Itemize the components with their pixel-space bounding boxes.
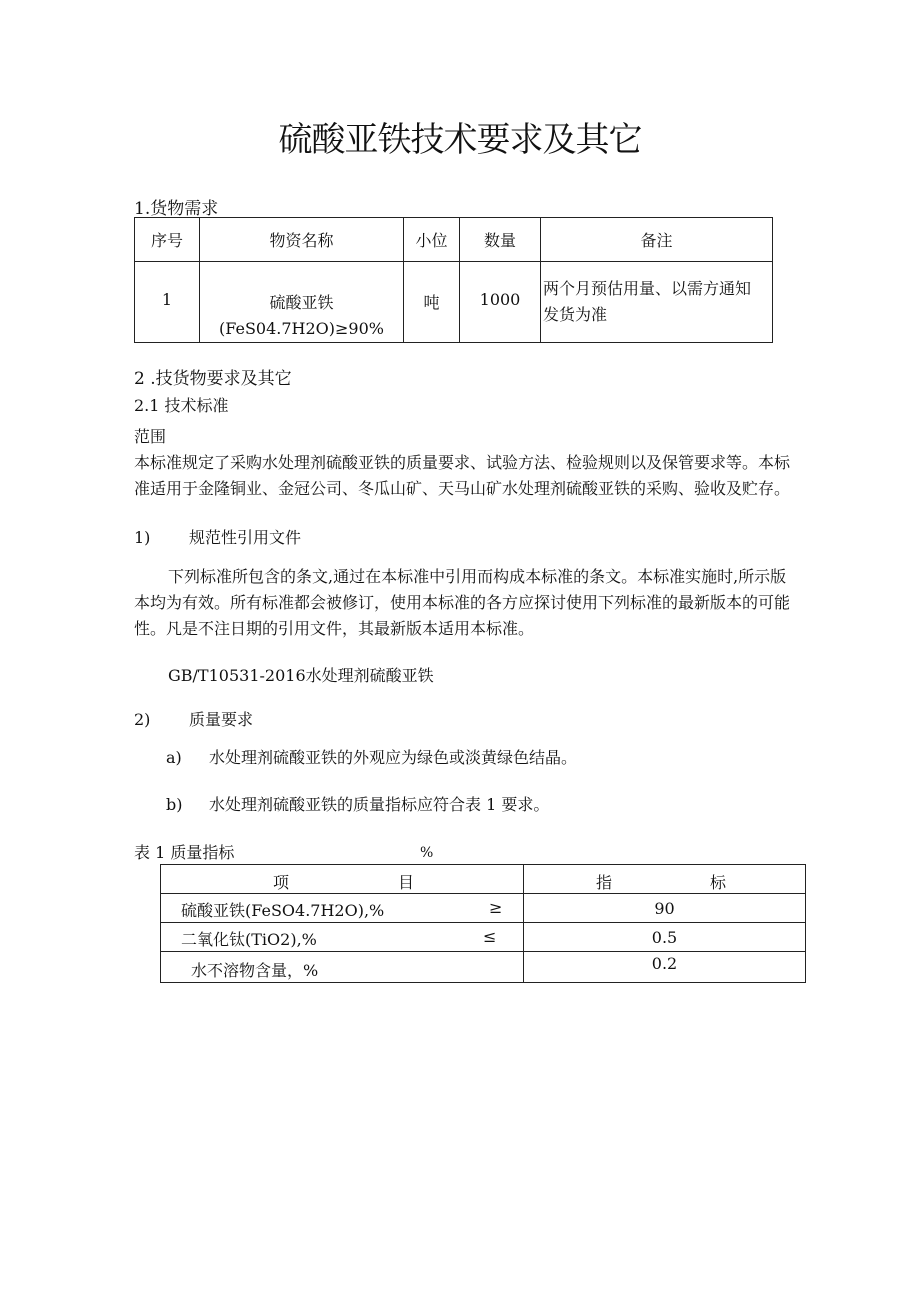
quality-row-name: 硫酸亚铁(FeSO4.7H2O),% — [181, 901, 385, 920]
quality-row-name-cell — [161, 894, 524, 923]
quality-table-header-row — [161, 865, 806, 894]
cell-note-line2: 发货为准 — [543, 305, 608, 324]
document-title: 硫酸亚铁技术要求及其它 — [278, 120, 642, 160]
header-item-char-a: 项 — [273, 873, 290, 892]
cell-note — [541, 262, 773, 343]
header-cell-qty: 数量 — [460, 218, 541, 262]
subsection-tech-standard: 2.1 技术标准 — [134, 396, 229, 415]
cell-unit: 吨 — [404, 262, 460, 343]
goods-table-row — [135, 262, 773, 343]
section-requirements-heading: 2 .技货物要求及其它 — [134, 369, 292, 389]
cell-name-line2: (FeS04.7H2O)≥90% — [219, 319, 384, 338]
header-index-cell — [524, 865, 806, 894]
quality-table-caption: 表 1 质量指标 — [134, 843, 235, 862]
quality-row-name-cell — [161, 952, 524, 983]
quality-table-unit: % — [420, 845, 434, 861]
quality-row-operator: ≤ — [483, 927, 497, 946]
cell-qty: 1000 — [460, 262, 541, 343]
header-cell-unit: 小位 — [404, 218, 460, 262]
quality-row-operator: ≥ — [489, 898, 503, 917]
reference-line-1: 下列标准所包含的条文,通过在本标准中引用而构成本标准的条文。本标准实施时,所示版 — [168, 567, 787, 586]
reference-line-2: 本均为有效。所有标准都会被修订，使用本标准的各方应探讨使用下列标准的最新版本的可能 — [134, 593, 791, 612]
section-goods-heading: 1.货物需求 — [134, 199, 219, 219]
header-item-cell — [161, 865, 524, 894]
item-b-mark: b) — [166, 795, 183, 814]
goods-table-header-row — [135, 218, 773, 262]
item-a-mark: a) — [166, 748, 182, 767]
cell-name-line1: 硫酸亚铁 — [269, 293, 334, 312]
quality-row-value: 90 — [524, 894, 806, 923]
quality-table — [160, 864, 806, 983]
quality-row — [161, 894, 806, 923]
referenced-standard: GB/T10531-2016水处理剂硫酸亚铁 — [168, 666, 434, 685]
cell-note-line1: 两个月预估用量、以需方通知 — [543, 279, 752, 298]
item-2-number: 2) — [134, 710, 151, 729]
item-2-label: 质量要求 — [189, 710, 254, 729]
goods-table — [134, 217, 773, 343]
quality-row-value: 0.5 — [524, 923, 806, 952]
item-b-text: 水处理剂硫酸亚铁的质量指标应符合表 1 要求。 — [209, 795, 550, 814]
item-1-number: 1) — [134, 528, 151, 547]
scope-line-1: 本标准规定了采购水处理剂硫酸亚铁的质量要求、试验方法、检验规则以及保管要求等。本标 — [134, 453, 791, 472]
cell-name — [200, 262, 404, 343]
quality-row-name-cell — [161, 923, 524, 952]
item-a-text: 水处理剂硫酸亚铁的外观应为绿色或淡黄绿色结晶。 — [209, 748, 578, 767]
reference-line-3: 性。凡是不注日期的引用文件，其最新版本适用本标准。 — [134, 619, 535, 638]
header-cell-note: 备注 — [541, 218, 773, 262]
quality-row — [161, 952, 806, 983]
cell-no: 1 — [135, 262, 200, 343]
header-item-char-b: 目 — [398, 873, 415, 892]
item-1-label: 规范性引用文件 — [189, 528, 302, 547]
scope-label: 范围 — [134, 427, 167, 446]
header-cell-no: 序号 — [135, 218, 200, 262]
scope-line-2: 准适用于金隆铜业、金冠公司、冬瓜山矿、天马山矿水处理剂硫酸亚铁的采购、验收及贮存。 — [134, 479, 791, 498]
quality-row-value: 0.2 — [524, 952, 806, 983]
quality-row-name: 水不溶物含量，% — [191, 961, 319, 980]
header-index-char-b: 标 — [710, 873, 727, 892]
quality-row — [161, 923, 806, 952]
header-cell-name: 物资名称 — [200, 218, 404, 262]
quality-row-name: 二氧化钛(TiO2),% — [181, 930, 317, 949]
header-index-char-a: 指 — [596, 873, 613, 892]
